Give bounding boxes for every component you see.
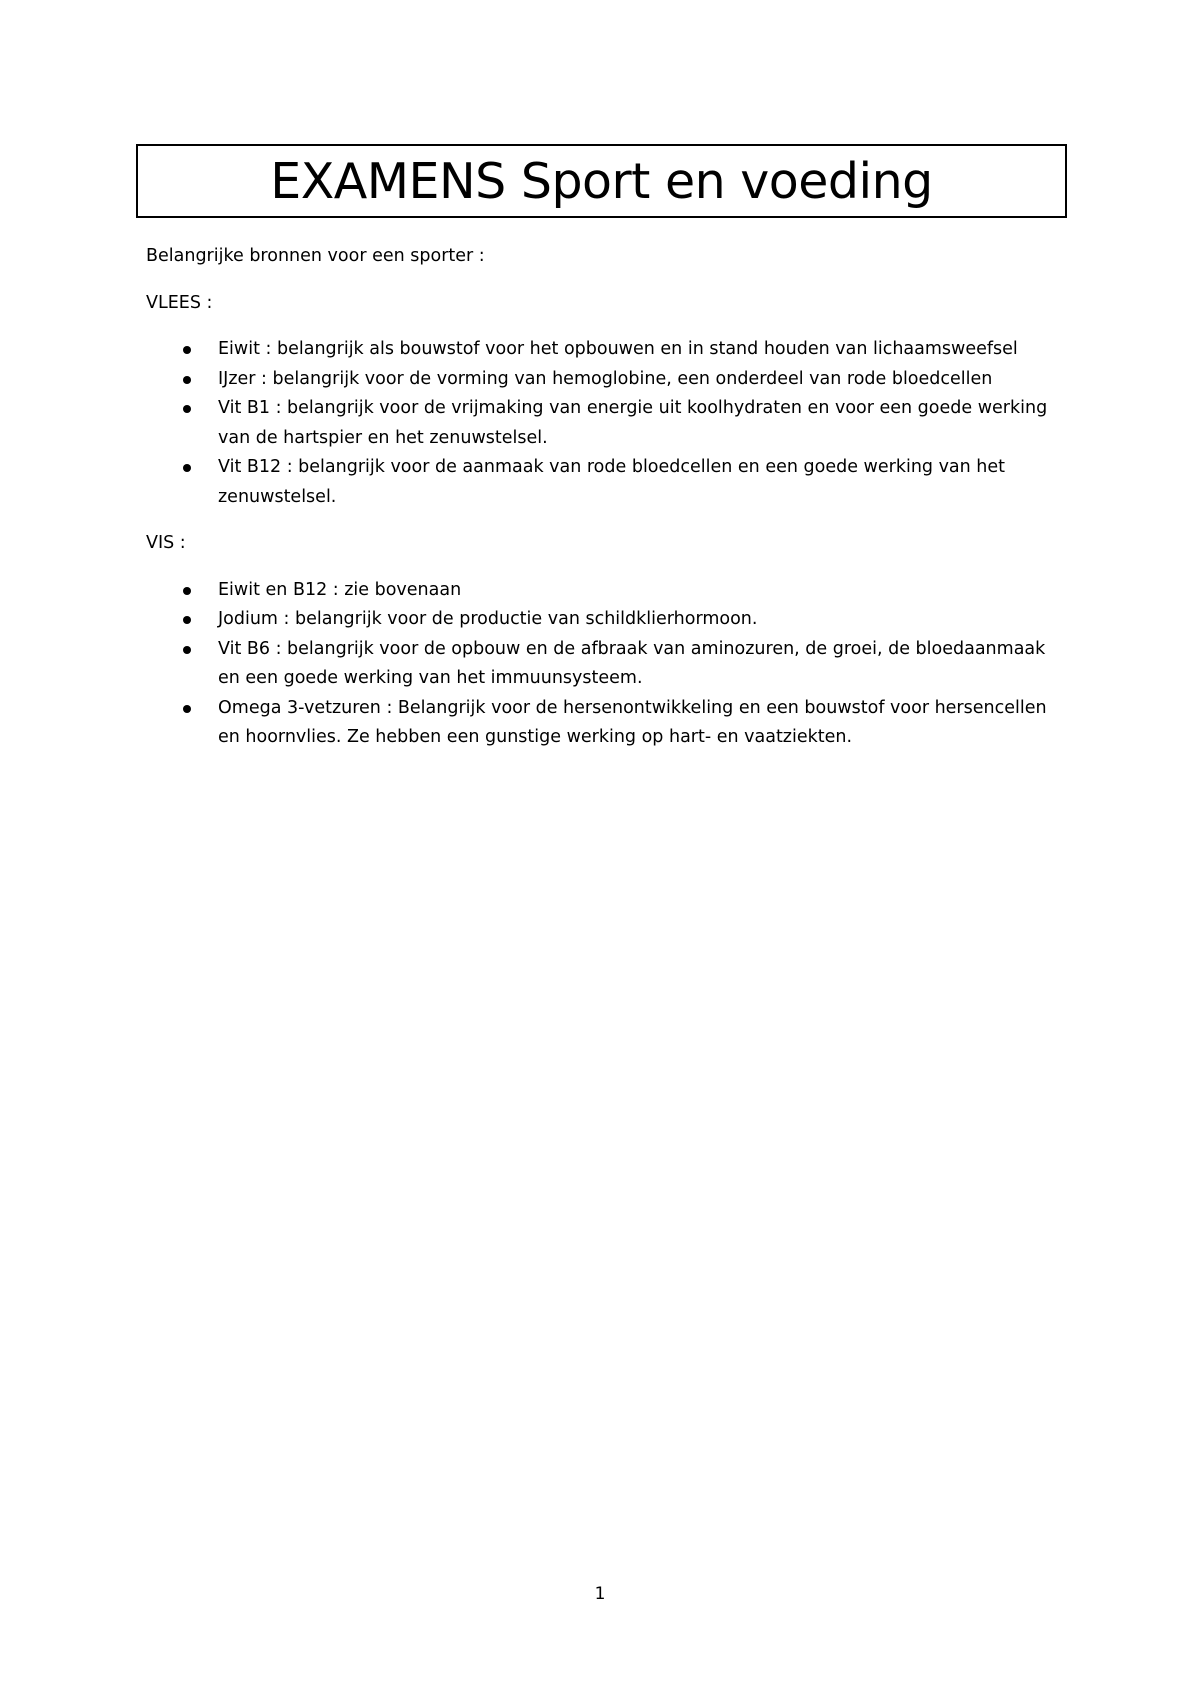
bullet-icon: [183, 646, 191, 654]
bullet-list-vis: [146, 576, 1066, 753]
page-number: 1: [594, 1584, 606, 1604]
bullet-icon: [183, 464, 191, 472]
section-heading-vlees: VLEES :: [146, 292, 213, 313]
list-item-text: Omega 3-vetzuren : Belangrijk voor de hersenontwikkeling en een bouwstof voor hersencellen en hoornvlies. Ze hebben een gunstige werking op hart- en vaatziekten.: [218, 697, 1047, 747]
list-item: [146, 394, 1066, 453]
title-box: [136, 144, 1067, 218]
bullet-icon: [183, 705, 191, 713]
list-item: [146, 635, 1066, 694]
list-item-text: Vit B1 : belangrijk voor de vrijmaking van energie uit koolhydraten en voor een goede werking van de hartspier en het zenuwstelsel.: [218, 398, 1048, 448]
document-body: [146, 242, 1066, 770]
intro-text: Belangrijke bronnen voor een sporter :: [146, 246, 485, 266]
bullet-icon: [183, 587, 191, 595]
list-item-text: Vit B12 : belangrijk voor de aanmaak van rode bloedcellen en een goede werking van het zenuwstelsel.: [218, 457, 1006, 507]
list-item-text: Vit B6 : belangrijk voor de opbouw en de afbraak van aminozuren, de groei, de bloedaanmaak en een goede werking van het immuunsysteem.: [218, 638, 1046, 688]
list-item-text: Jodium : belangrijk voor de productie van schildklierhormoon.: [218, 609, 758, 629]
list-item: [146, 365, 1066, 395]
list-item-text: Eiwit : belangrijk als bouwstof voor het opbouwen en in stand houden van lichaamsweefsel: [218, 339, 1018, 359]
list-item-text: Eiwit en B12 : zie bovenaan: [218, 579, 462, 600]
list-item: [146, 694, 1066, 753]
list-item-text: IJzer : belangrijk voor de vorming van hemoglobine, een onderdeel van rode bloedcellen: [218, 368, 993, 389]
document-title: EXAMENS Sport en voeding: [270, 152, 933, 210]
bullet-icon: [183, 616, 191, 624]
list-item: [146, 453, 1066, 512]
list-item: [146, 335, 1066, 365]
list-item: [146, 576, 1066, 606]
bullet-icon: [183, 376, 191, 384]
bullet-icon: [183, 405, 191, 413]
list-item: [146, 605, 1066, 635]
bullet-icon: [183, 346, 191, 354]
section-heading-vis: VIS :: [146, 533, 186, 553]
bullet-list-vlees: [146, 335, 1066, 512]
